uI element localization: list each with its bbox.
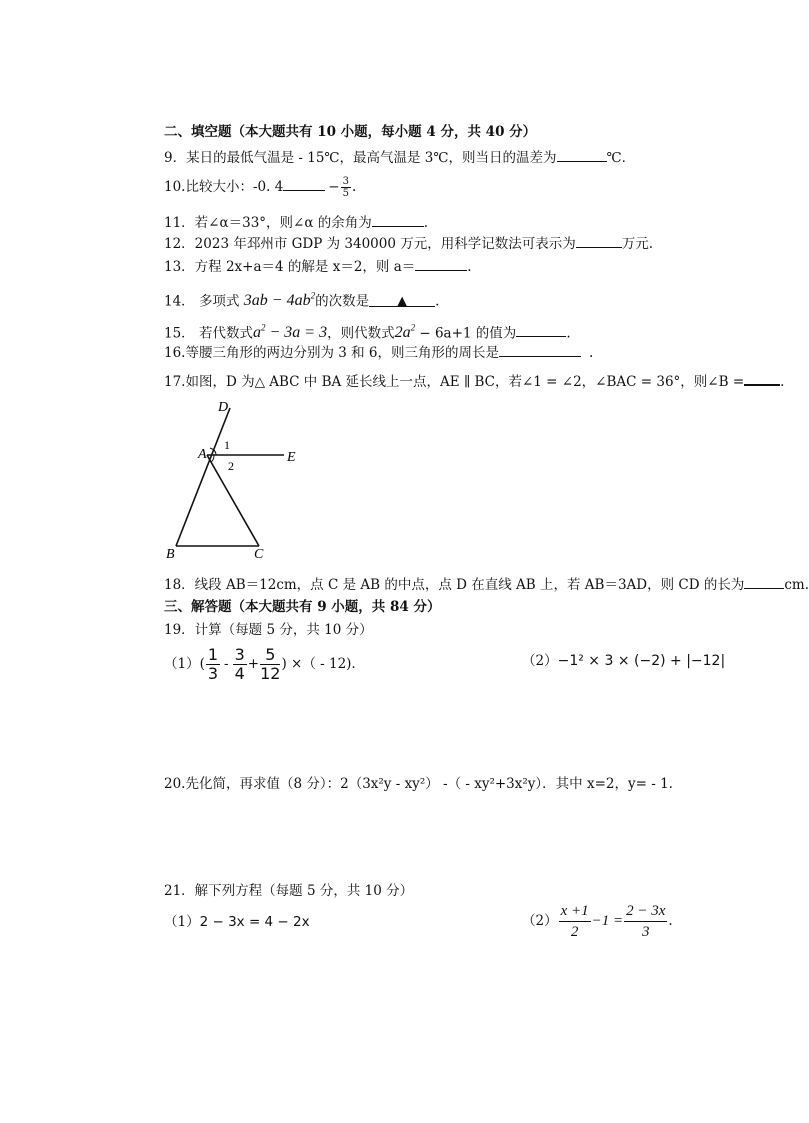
triangle-marker-icon: ▲ bbox=[397, 294, 408, 310]
fraction: $\frac{3}{4}$ bbox=[234, 645, 245, 683]
question-16: 16.等腰三角形的两边分别为 3 和 6，则三角形的周长是 . bbox=[164, 342, 593, 362]
question-19-title: 19．计算（每题 5 分，共 10 分） bbox=[164, 622, 373, 638]
question-11: 11．若∠α＝33°，则∠α 的余角为 . bbox=[164, 212, 428, 232]
line-db bbox=[176, 408, 230, 546]
fraction: $\frac{2 - 3x}{3}$ bbox=[626, 903, 666, 940]
answer-blank[interactable] bbox=[499, 342, 581, 357]
fraction: $\frac{3}{5}$ bbox=[342, 176, 349, 199]
polynomial: $3ab - 4ab^2$ bbox=[243, 291, 316, 310]
answer-blank[interactable] bbox=[744, 574, 784, 589]
answer-blank[interactable] bbox=[516, 322, 566, 337]
label-d: D bbox=[218, 400, 229, 415]
question-21-part1: （1）2 − 3x = 4 − 2x bbox=[164, 914, 310, 930]
question-13: 13．方程 2x+a＝4 的解是 x＝2，则 a＝ . bbox=[164, 256, 472, 276]
label-c: C bbox=[254, 547, 264, 562]
label-1: 1 bbox=[224, 438, 230, 452]
question-21-part2: （2） $\frac{x +1}{2}$ −1 = $\frac{2 - 3x}{3}$ . bbox=[522, 903, 673, 940]
answer-blank[interactable] bbox=[576, 233, 622, 248]
fraction: $\frac{1}{3}$ bbox=[207, 645, 219, 683]
section2-heading: 二、填空题（本大题共有 10 小题，每小题 4 分，共 40 分） bbox=[164, 124, 537, 140]
question-9: 9．某日的最低气温是 - 15℃，最高气温是 3℃，则当日的温差为 ℃． bbox=[164, 147, 635, 167]
question-21-title: 21．解下列方程（每题 5 分，共 10 分） bbox=[164, 883, 414, 899]
question-14: 14． 多项式 $3ab - 4ab^2$的次数是 ▲ . bbox=[164, 291, 440, 310]
answer-blank[interactable] bbox=[415, 256, 467, 271]
question-20: 20.先化简，再求值（8 分）：2（3x²y - xy²） -（ - xy²+3x²y）．其中 x=2，y= - 1. bbox=[164, 776, 673, 792]
question-15: 15． 若代数式$a^2 - 3a = 3$，则代数式$2a^2 - 6a+1$ 的值为 . bbox=[164, 323, 571, 342]
label-2: 2 bbox=[228, 459, 234, 473]
question-12: 12．2023 年邳州市 GDP 为 340000 万元，用科学记数法可表示为 万元. bbox=[164, 233, 653, 253]
answer-blank[interactable] bbox=[283, 176, 325, 191]
question-10: 10.比较大小：-0. 4 − $\frac{3}{5}$ . bbox=[164, 176, 357, 199]
question-18: 18．线段 AB＝12cm，点 C 是 AB 的中点，点 D 在直线 AB 上，若 AB＝3AD，则 CD 的长为 cm. bbox=[164, 574, 809, 594]
question-19-part1: （1）( $\frac{1}{3}$ - $\frac{3}{4}$ + $\frac{5}{12}$ ) ×（ - 12). bbox=[164, 645, 356, 683]
answer-blank[interactable] bbox=[557, 147, 607, 162]
fraction: $\frac{x +1}{2}$ bbox=[560, 903, 589, 940]
triangle-figure bbox=[164, 398, 314, 563]
answer-blank[interactable] bbox=[372, 212, 424, 227]
label-a: A bbox=[198, 447, 207, 462]
question-17: 17.如图，D 为△ ABC 中 BA 延长线上一点，AE ∥ BC，若∠1 = ∠2，∠BAC = 36°，则∠B = . bbox=[164, 370, 784, 391]
fraction: $\frac{5}{12}$ bbox=[260, 645, 281, 683]
label-b: B bbox=[166, 547, 175, 562]
question-19-part2: （2）−1² × 3 × (−2) + |−12| bbox=[522, 653, 726, 669]
section3-heading: 三、解答题（本大题共有 9 小题，共 84 分） bbox=[164, 599, 441, 615]
answer-blank[interactable] bbox=[744, 370, 780, 386]
answer-blank[interactable] bbox=[369, 292, 435, 310]
label-e: E bbox=[287, 450, 296, 465]
